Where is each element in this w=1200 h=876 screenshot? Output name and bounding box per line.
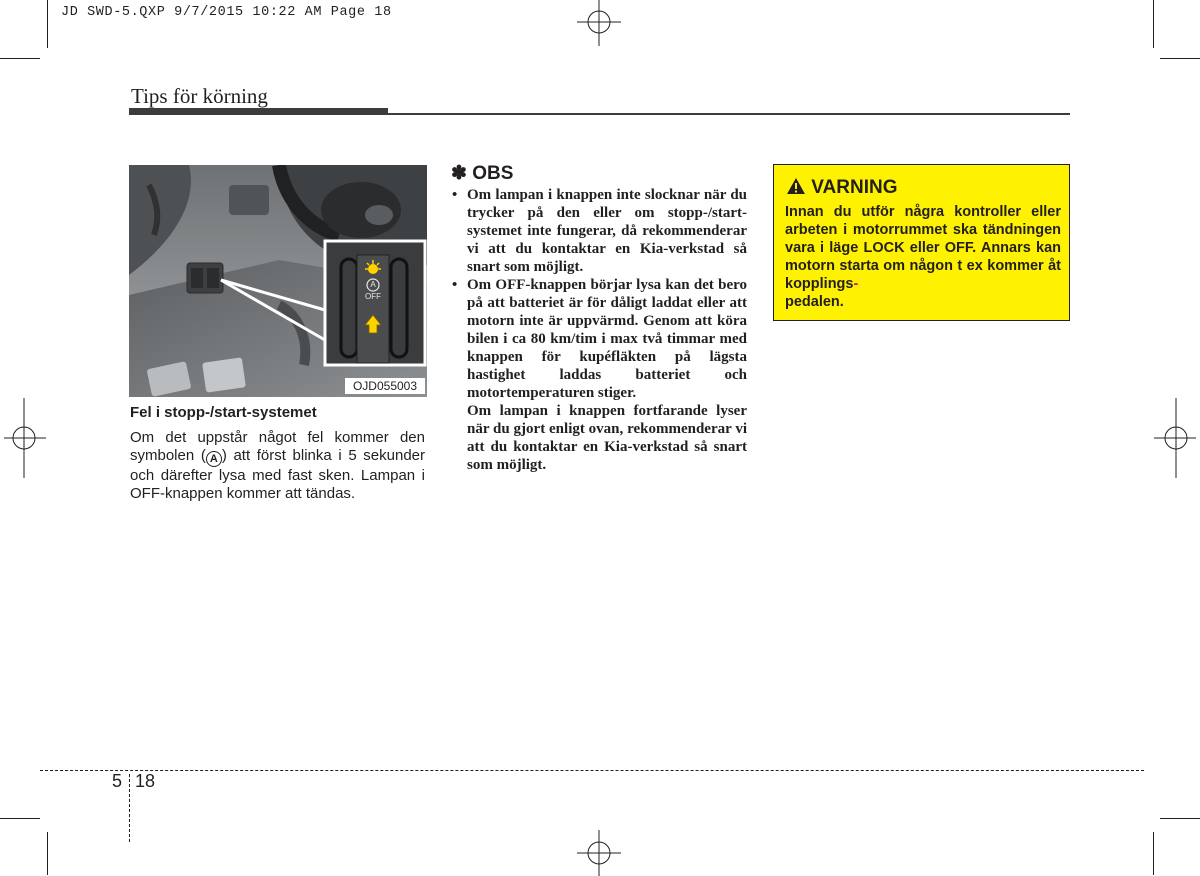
footer-divider xyxy=(129,774,130,842)
title-rule xyxy=(388,113,1070,115)
crop-mark xyxy=(47,832,48,875)
crop-mark xyxy=(47,0,48,48)
list-item-continuation: Om lampan i knappen fortfarande lyser när du gjort enligt ovan, rekommenderar vi att du kontaktar en Kia-verkstad så snart som möjligt. xyxy=(467,403,747,473)
auto-stop-symbol-icon: A xyxy=(206,451,222,467)
list-item xyxy=(450,186,747,276)
obs-notes xyxy=(450,186,747,474)
figure-button-label: OFF xyxy=(365,292,381,301)
warning-text-end: pedalen. xyxy=(785,294,844,310)
figure-code: OJD055003 xyxy=(345,378,425,394)
dashboard-illustration xyxy=(129,165,427,397)
crop-mark xyxy=(0,818,40,819)
list-item xyxy=(450,276,747,474)
warning-box xyxy=(773,164,1070,321)
page-number: 18 xyxy=(135,771,156,791)
warning-heading-row xyxy=(786,177,898,199)
obs-heading: ✽ OBS xyxy=(451,163,514,184)
warning-heading: VARNING xyxy=(811,177,898,198)
title-rule xyxy=(129,108,388,115)
warning-text-main: Innan du utför några kontroller eller arbeten i motorrummet ska tändningen vara i läge LOCK eller OFF. Annars kan motorn starta om någon t ex kommer åt kopplings xyxy=(785,204,1061,292)
registration-mark-icon xyxy=(1152,398,1200,478)
registration-mark-icon xyxy=(0,398,48,478)
footer-rule xyxy=(40,770,1144,771)
hyphen: - xyxy=(853,276,859,292)
crop-mark xyxy=(1153,0,1154,48)
body-paragraph xyxy=(130,429,425,503)
crop-mark xyxy=(1153,832,1154,875)
subheading: Fel i stopp-/start-systemet xyxy=(130,404,317,421)
bullet: • xyxy=(452,277,458,293)
print-header: JD SWD-5.QXP 9/7/2015 10:22 AM Page 18 xyxy=(61,5,392,20)
crop-mark xyxy=(1160,818,1200,819)
warning-triangle-icon xyxy=(786,177,806,195)
list-item-text: Om lampan i knappen inte slocknar när du trycker på den eller om stopp-/start-systemet inte fungerar, då rekommenderar vi att du kontaktar en Kia-verkstad så snart som möjligt. xyxy=(467,187,747,275)
figure-button-icon-letter: A xyxy=(370,280,376,289)
list-item-text: Om OFF-knappen börjar lysa kan det bero på att batteriet är för dåligt laddat eller att motorn inte är uppvärmd. Genom att köra bilen i ca 80 km/tim i max två timmar med knappen för kupéfläkten på lägsta hastighet laddas batteriet och motortemperaturen stiger. xyxy=(467,277,747,401)
bullet: • xyxy=(452,187,458,203)
registration-mark-icon xyxy=(575,0,623,48)
para-text: ) att först blinka i 5 sekunder och därefter lysa med fast sken. Lampan i OFF-knappen kommer att tändas. xyxy=(130,447,425,502)
crop-mark xyxy=(1160,58,1200,59)
chapter-number: 5 xyxy=(112,771,123,791)
section-title: Tips för körning xyxy=(131,84,268,108)
registration-mark-icon xyxy=(575,828,623,876)
dashboard-photo xyxy=(129,165,427,397)
para-text: Om det uppstår något fel kommer den symbolen ( xyxy=(130,429,425,464)
warning-text xyxy=(785,203,1061,311)
crop-mark xyxy=(0,58,40,59)
